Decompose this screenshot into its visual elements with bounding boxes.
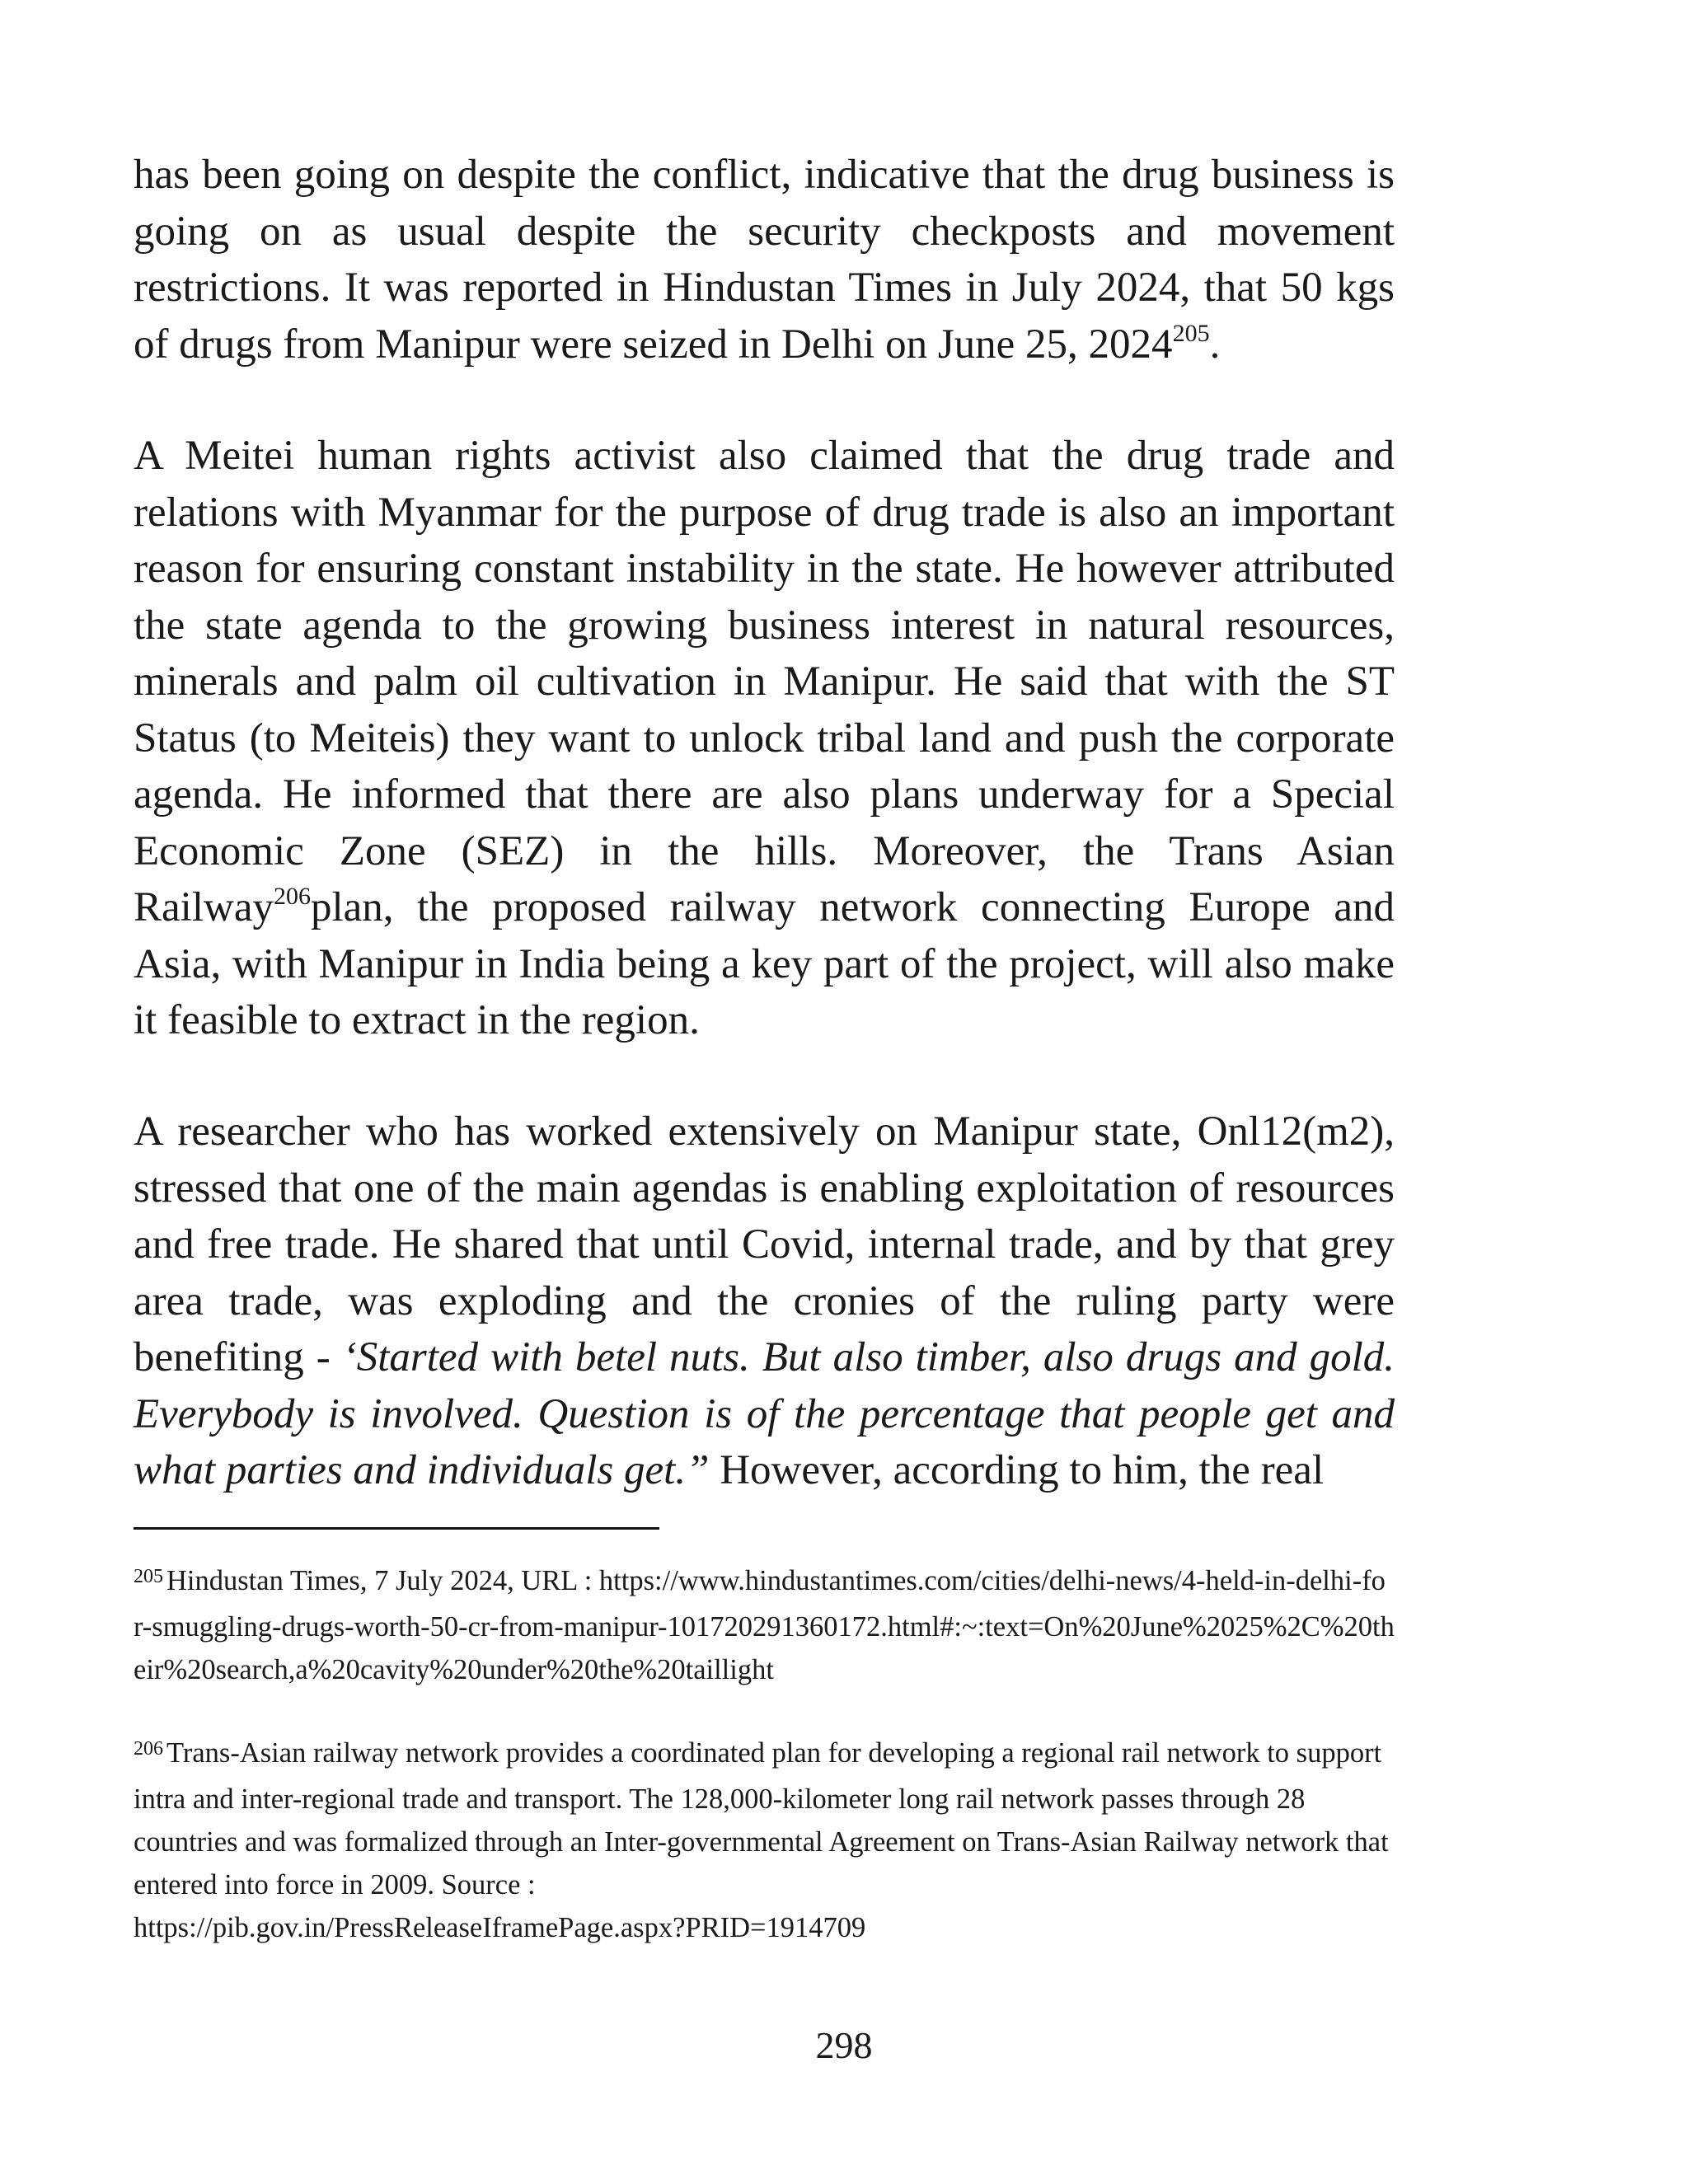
paragraph (134, 147, 1395, 373)
footnote-text: Hindustan Times, 7 July 2024, URL : (166, 1565, 599, 1596)
interview-quote: ‘Started with betel nuts. But also timber, also drugs and gold. Everybody is involved. Question is of the percentage that people get and what parties and individuals get.” (134, 1334, 1395, 1493)
paragraph-text: A Meitei human rights activist also claimed that the drug trade and relations with Myanmar for the purpose of drug trade is also an important reason for ensuring constant instability in the state. He however attributed the state agenda to the growing business interest in natural resources, minerals and palm oil cultivation in Manipur. He said that with the ST Status (to Meiteis) they want to unlock tribal land and push the corporate agenda. He informed that there are also plans underway for a Special Economic Zone (SEZ) in the hills. Moreover, the Trans Asian Railway (134, 433, 1395, 930)
footnote-separator (134, 1527, 659, 1530)
footnote-number: 205 (134, 1566, 163, 1587)
footnote-url[interactable]: https://pib.gov.in/PressReleaseIframePage.aspx?PRID=1914709 (134, 1912, 866, 1943)
paragraph-text: has been going on despite the conflict, indicative that the drug business is going on as usual despite the security checkposts and movement restrictions. It was reported in Hindustan Times in July 2024, that 50 kgs of drugs from Manipur were seized in Delhi on June 25, 2024 (134, 152, 1395, 368)
paragraph (134, 428, 1395, 1049)
footnote (134, 1732, 1395, 1949)
paragraph (134, 1104, 1395, 1499)
page-number: 298 (815, 2024, 873, 2066)
paragraph-end-punctuation: . (1209, 321, 1221, 368)
footnote-url[interactable]: https://www.hindustantimes.com/cities/delhi-news/4-held-in-delhi-for-smuggling-drugs-worth-50-cr-from-manipur-101720291360172.html#:~:text=On%20June%2025%2C%20their%20search,a%20cavity%20under%20the%20taillight (134, 1565, 1395, 1685)
paragraph-text: plan, the proposed railway network connecting Europe and Asia, with Manipur in India being a key part of the project, will also make it feasible to extract in the region. (134, 884, 1395, 1043)
footnote-reference[interactable]: 206 (273, 883, 311, 910)
paragraph-text: However, according to him, the real (709, 1447, 1325, 1493)
footnote-reference[interactable]: 205 (1172, 319, 1210, 347)
footnote-text: Trans-Asian railway network provides a coordinated plan for developing a regional rail network to support intra and inter-regional trade and transport. The 128,000-kilometer long rail network passes through 28 countries and was formalized through an Inter-governmental Agreement on Trans-Asian Railway network that entered into force in 2009. Source : (134, 1737, 1389, 1900)
paragraph-text: A researcher who has worked extensively on Manipur state, Onl12(m2), stressed that one of the main agendas is enabling exploitation of resources and free trade. He shared that until Covid, internal trade, and by that grey area trade, was exploding and the cronies of the ruling party were benefiting - (134, 1108, 1395, 1380)
footnote-number: 206 (134, 1738, 163, 1760)
footnote (134, 1559, 1395, 1691)
